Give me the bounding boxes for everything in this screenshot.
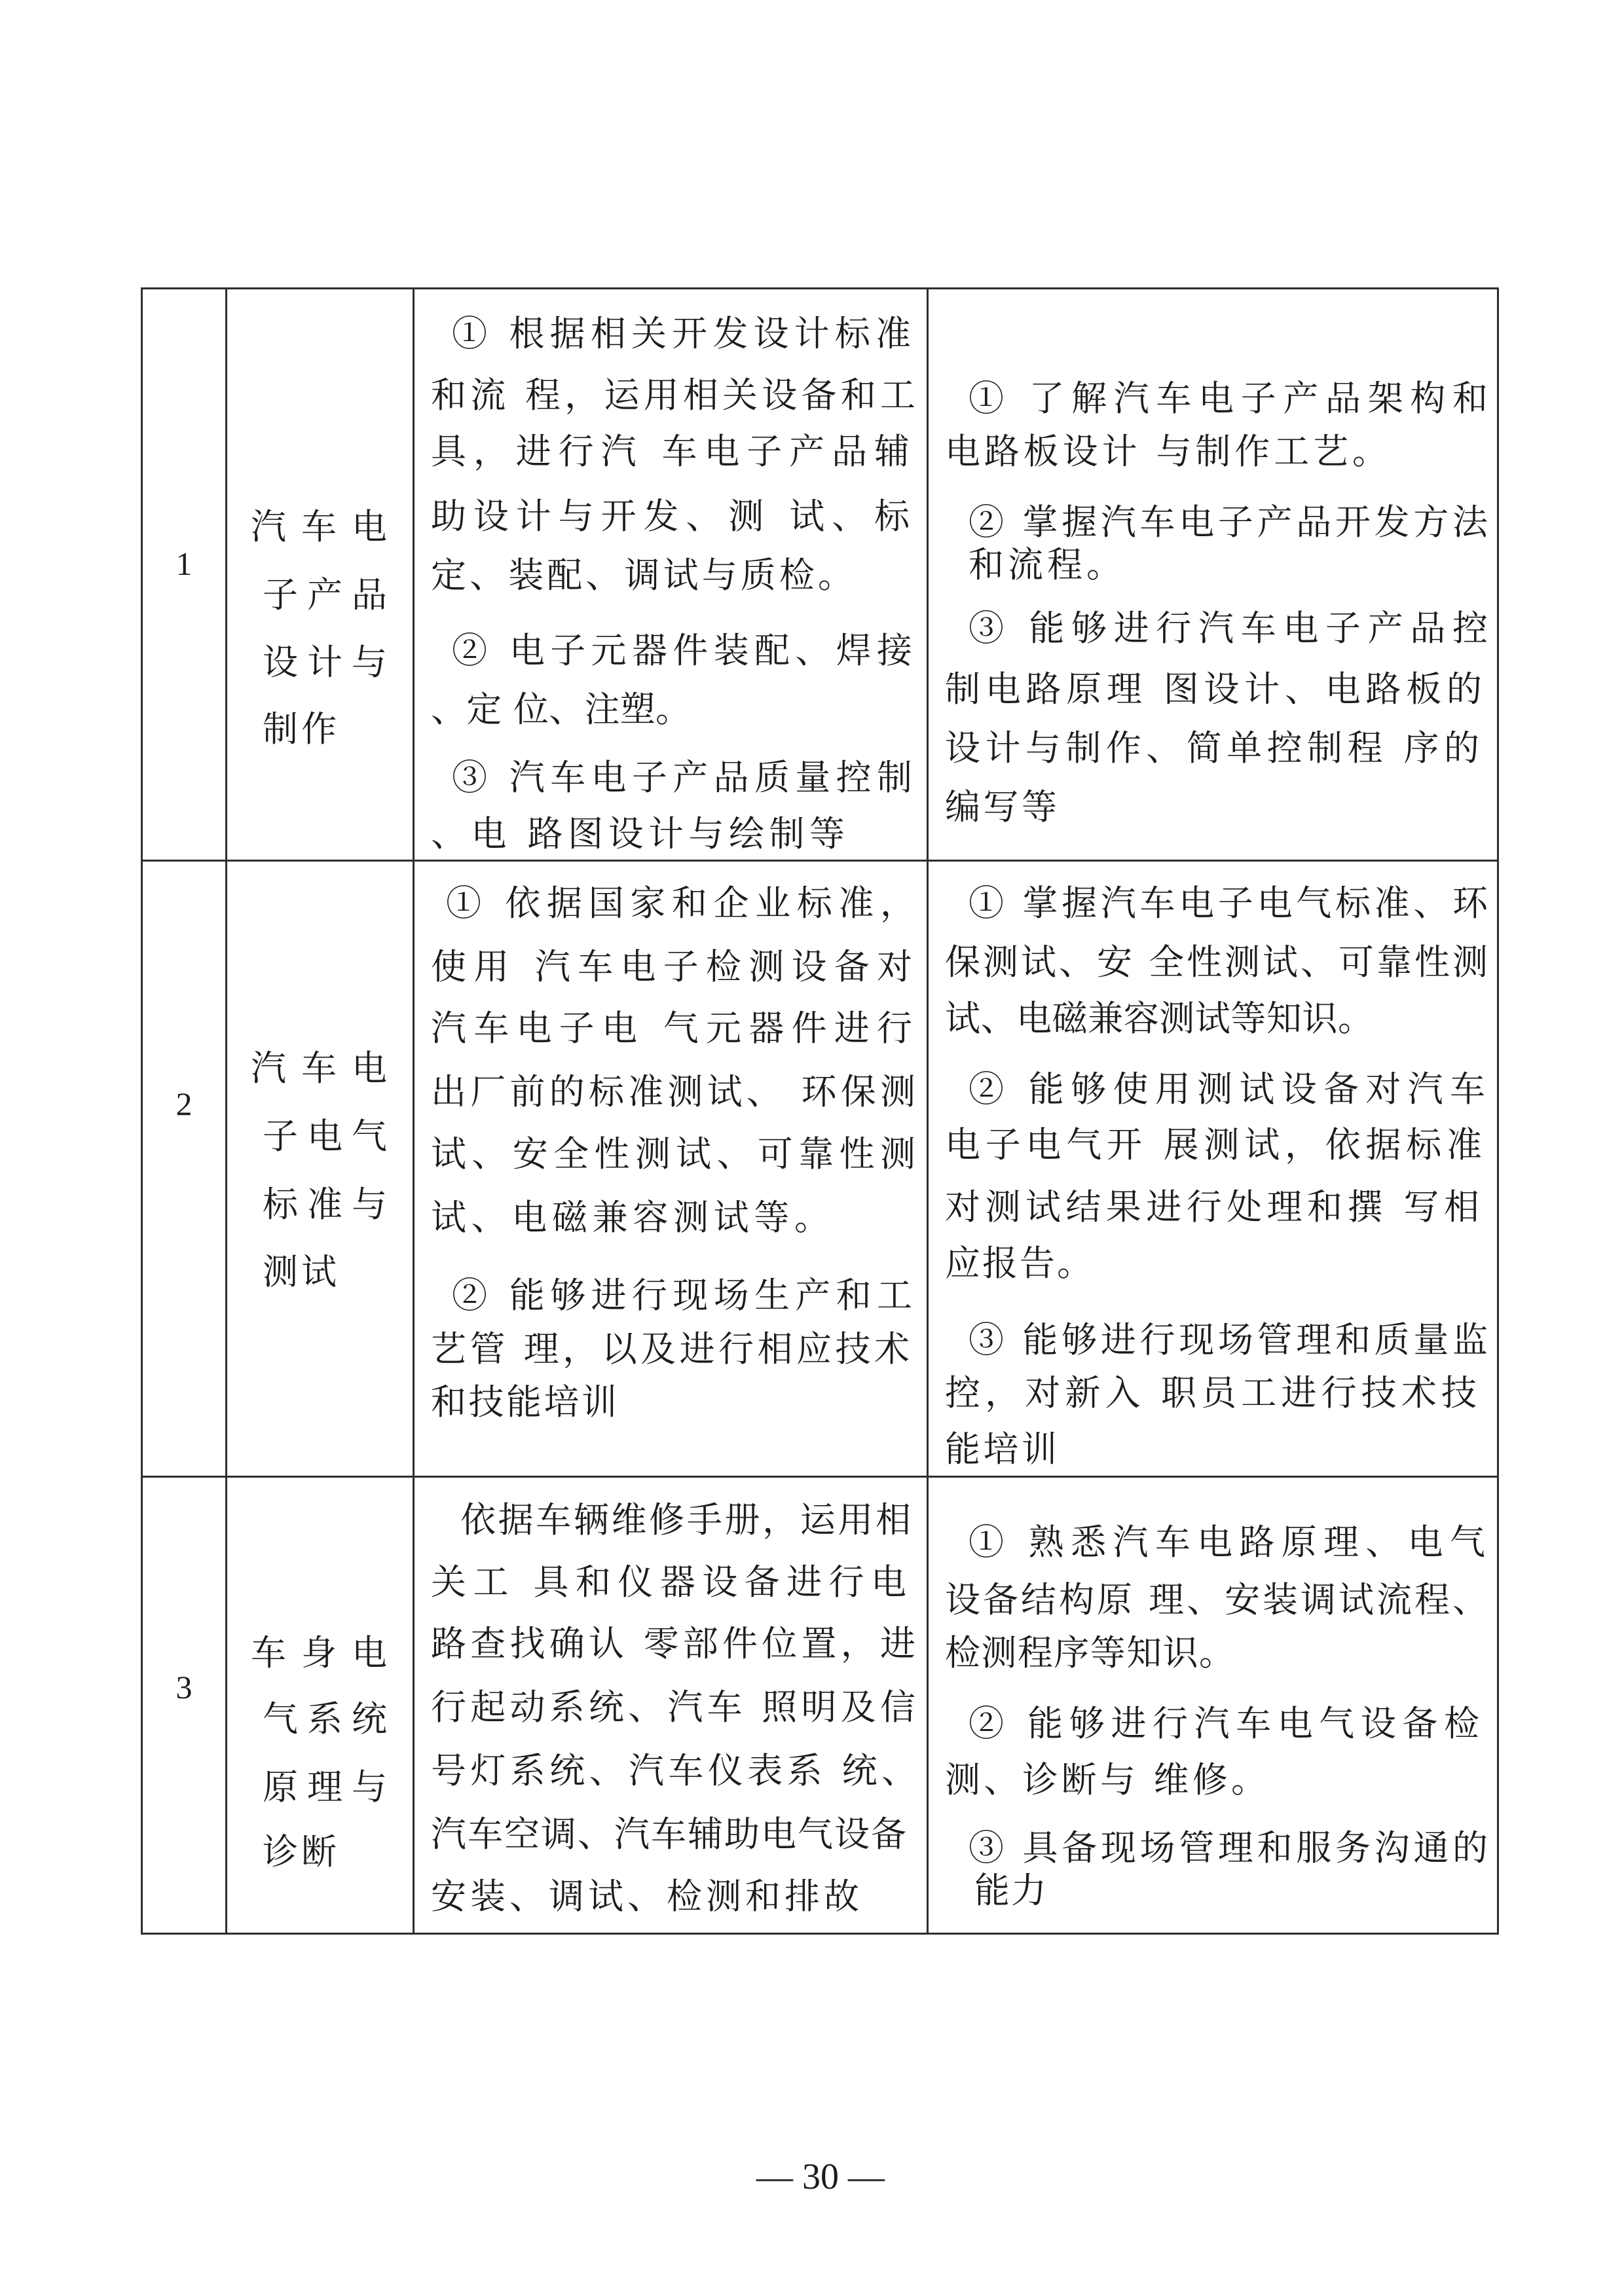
task-line: 试、安全性测试、可靠性测 xyxy=(431,1133,921,1175)
task-line: 艺管 理，以及进行相应技术 xyxy=(431,1328,913,1370)
skill-line: 控，对新入 职员工进行技术技 xyxy=(945,1372,1482,1413)
task-line: 和流 程，运用相关设备和工 xyxy=(431,374,920,416)
skill-line: 保测试、安 全性测试、可靠性测 xyxy=(945,941,1490,983)
skill-line: 电子电气开 展测试，依据标准 xyxy=(945,1124,1487,1165)
skill-line: 应报告。 xyxy=(945,1243,1094,1284)
skill-line: 电路板设计 与制作工艺。 xyxy=(945,431,1392,472)
skill-line: 检测程序等知识。 xyxy=(945,1632,1236,1673)
skill-line: 能力 xyxy=(974,1870,1048,1911)
page-number: — 30 — xyxy=(756,2157,885,2197)
table-bottom-border xyxy=(141,1933,1499,1935)
skill-line: ① 掌握汽车电子电气标准、环 xyxy=(969,883,1492,924)
task-line: 定、装配、调试与质检。 xyxy=(431,555,857,596)
course-name-line: 子 电 气 xyxy=(263,1116,386,1157)
task-line: 汽车空调、汽车辅助电气设备 xyxy=(431,1813,908,1855)
course-name-line: 原 理 与 xyxy=(263,1766,386,1808)
task-line: 依据车辆维修手册，运用相 xyxy=(460,1499,913,1540)
course-name-line: 气 系 统 xyxy=(263,1698,386,1740)
course-name-line: 子 产 品 xyxy=(263,574,386,615)
skill-line: ② 能够进行汽车电气设备检 xyxy=(969,1703,1486,1744)
task-line: ① 依据国家和企业标准， xyxy=(446,883,922,924)
column-divider xyxy=(927,287,929,1935)
task-line: ① 根据相关开发设计标准 xyxy=(452,313,917,354)
table-right-border xyxy=(1497,287,1499,1935)
column-divider xyxy=(413,287,415,1935)
task-line: 路查找确认 零部件位置，进 xyxy=(431,1623,920,1664)
task-line: 使用 汽车电子检测设备对 xyxy=(431,946,920,987)
task-line: 助设计与开发、测 试、标 xyxy=(431,496,917,537)
task-line: ③ 汽车电子产品质量控制 xyxy=(452,757,918,798)
course-name-line: 标 准 与 xyxy=(263,1184,386,1225)
task-line: 汽车电子电 气元器件进行 xyxy=(431,1008,920,1049)
skill-line: ① 了解汽车电子产品架构和 xyxy=(969,378,1495,419)
skill-line: 制电路原理 图设计、电路板的 xyxy=(945,668,1487,710)
task-line: 安装、调试、检测和排故 xyxy=(431,1876,863,1917)
skill-line: ② 掌握汽车电子产品开发方法 xyxy=(969,501,1492,543)
task-line: 、定 位、注塑。 xyxy=(431,689,692,730)
course-name-line: 设 计 与 xyxy=(263,642,386,683)
task-line: ② 能够进行现场生产和工 xyxy=(452,1275,918,1316)
skill-line: ① 熟悉汽车电路原理、电气 xyxy=(969,1522,1492,1563)
task-line: 行起动系统、汽车 照明及信 xyxy=(431,1686,920,1728)
task-line: 关工 具和仪器设备进行电 xyxy=(431,1561,913,1603)
skill-line: 设备结构原 理、安装调试流程、 xyxy=(945,1579,1490,1620)
row-divider xyxy=(141,1476,1499,1478)
table-top-border xyxy=(141,287,1499,289)
task-line: 具，进行汽 车电子产品辅 xyxy=(431,431,917,472)
skill-line: ③ 能够进行汽车电子产品控 xyxy=(969,608,1495,649)
skill-line: 能培训 xyxy=(945,1429,1060,1470)
column-divider xyxy=(225,287,227,1935)
row-number: 2 xyxy=(175,1085,193,1122)
course-name-line: 诊断 xyxy=(263,1831,340,1872)
course-name-line: 汽 车 电 xyxy=(251,506,389,547)
task-line: 试、电磁兼容测试等。 xyxy=(431,1197,835,1238)
course-name-line: 汽 车 电 xyxy=(251,1048,389,1089)
skill-line: ③ 能够进行现场管理和质量监 xyxy=(969,1319,1492,1360)
task-line: 和技能培训 xyxy=(431,1381,619,1423)
course-name-line: 制作 xyxy=(263,708,340,750)
skill-line: 对测试结果进行处理和撰 写相 xyxy=(945,1186,1485,1228)
skill-line: ② 能够使用测试设备对汽车 xyxy=(969,1068,1492,1110)
task-line: 出厂前的标准测试、 环保测 xyxy=(431,1071,920,1112)
skill-line: 和流程。 xyxy=(969,544,1126,585)
skill-line: ③ 具备现场管理和服务沟通的 xyxy=(969,1827,1492,1868)
course-name-line: 车 身 电 xyxy=(251,1632,389,1673)
task-line: 、电 路图设计与绘制等 xyxy=(431,813,850,854)
row-number: 1 xyxy=(175,545,193,582)
task-line: ② 电子元器件装配、焊接 xyxy=(452,630,918,671)
skill-line: 编写等 xyxy=(945,786,1060,828)
course-name-line: 测试 xyxy=(263,1251,340,1292)
skill-line: 设计与制作、简单控制程 序的 xyxy=(945,727,1485,769)
row-divider xyxy=(141,860,1499,862)
skill-line: 试、电磁兼容测试等知识。 xyxy=(945,998,1374,1039)
task-line: 号灯系统、汽车仪表系 统、 xyxy=(431,1750,921,1791)
skill-line: 测、诊断与 维修。 xyxy=(945,1759,1270,1800)
row-number: 3 xyxy=(175,1669,193,1705)
